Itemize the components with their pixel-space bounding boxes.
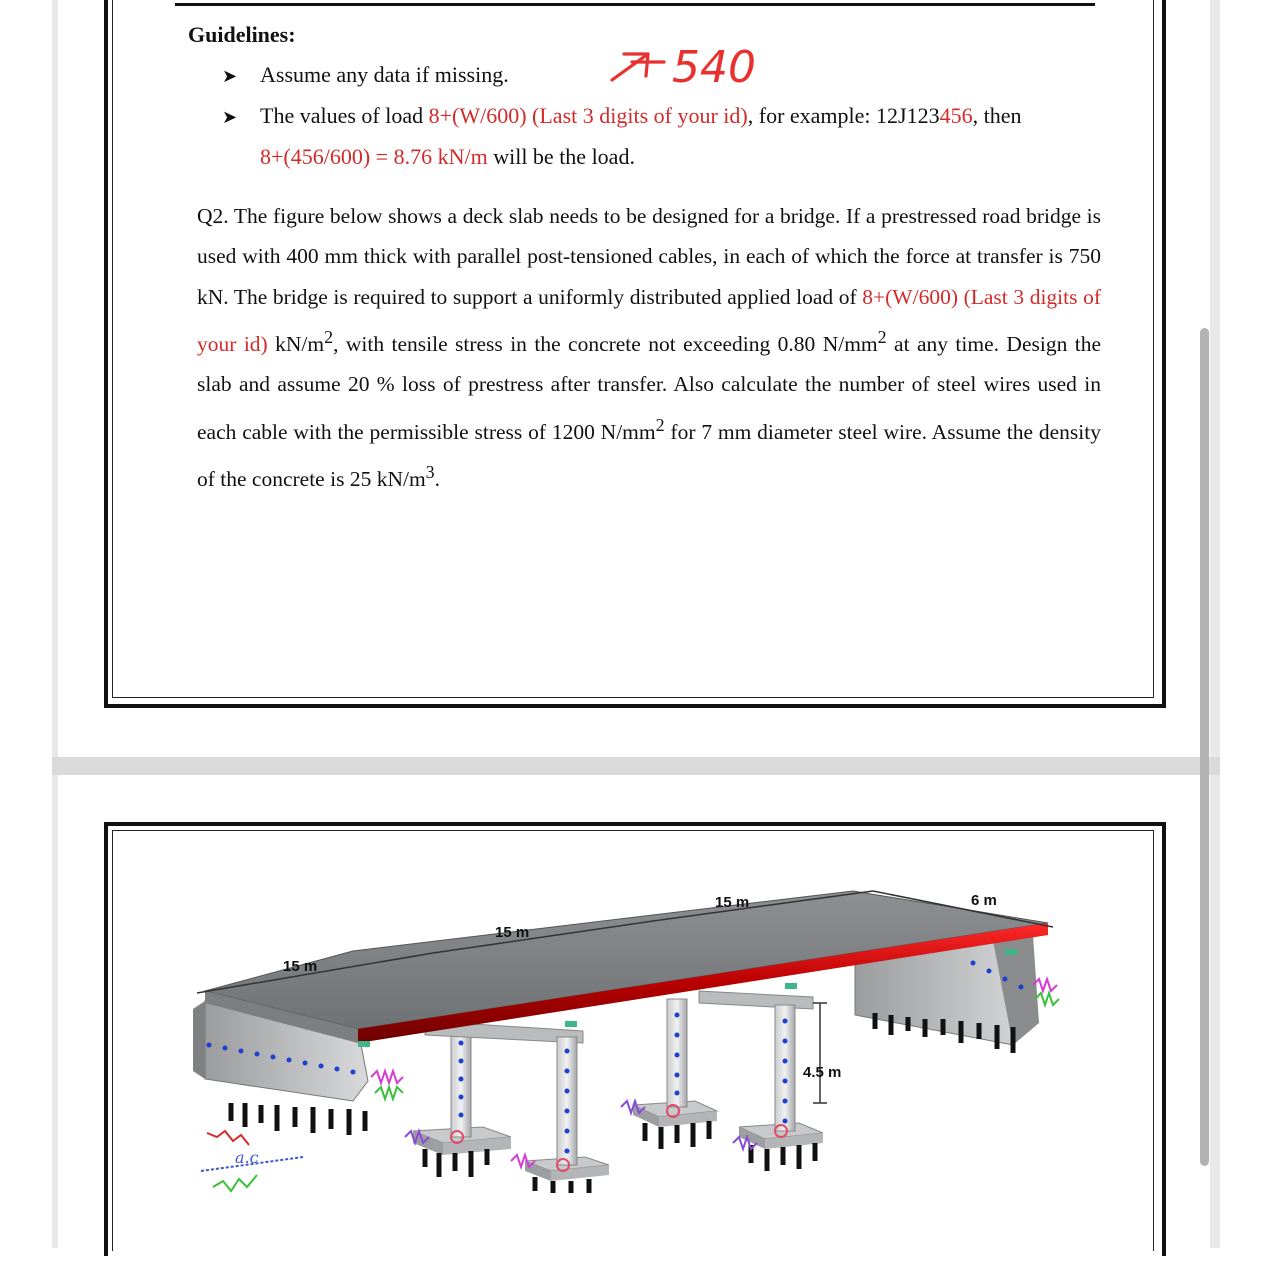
superscript-3: 3 [425,462,435,483]
ground-motion-label: a.c [235,1148,259,1167]
question-load-formula: 8+(W/600) (Last 3 digits of your id) [197,284,1101,357]
question-paragraph [197,196,1101,500]
span-label-2: 15 m [495,924,530,941]
span-label-1: 15 m [283,958,318,975]
question-text-1: Q2. The figure below shows a deck slab needs to be designed for a bridge. If a prestressed road bridge is used with 400 mm thick with parallel post-tensioned cables, in each of which the force at transfer is 750 kN. The bridge is required to support a uniformly distributed applied load of [197,204,1101,309]
guideline-item-2-cont [260,144,635,170]
handwritten-arrow-icon [612,54,664,80]
arrow-bullet-icon: ➤ [222,66,238,87]
example-load-calc: 8+(456/600) = 8.76 kN/m [260,144,488,169]
question-text-2: kN/m [267,332,325,357]
example-id-text: , for example: 12J123 [747,103,940,128]
handwritten-number: 540 [672,42,756,92]
page-separator [52,757,1220,775]
ground-motion-scribble [201,1131,303,1191]
span-label-4: 6 m [971,892,997,909]
question-text-5: for 7 mm diameter steel wire. Assume the density of the concrete is 25 kN/m [197,419,1101,492]
guidelines-heading: Guidelines: [188,22,296,47]
guideline-text-1: Assume any data if missing. [260,62,509,87]
arrow-bullet-icon: ➤ [222,107,238,128]
question-text-3: , with tensile stress in the concrete not exceeding 0.80 N/mm [333,332,878,357]
superscript-2: 2 [324,326,334,347]
example-id-digits: 456 [939,103,973,128]
vertical-scrollbar[interactable] [1200,328,1209,1166]
superscript-2: 2 [877,326,887,347]
pier-height-label: 4.5 m [803,1064,842,1081]
handwritten-annotation [606,38,766,92]
pier-footings [413,1101,823,1181]
question-text-4: at any time. Design the slab and assume 20 % loss of prestress after transfer. Also calculate the number of steel wires used in each cable with the permissible stress of 1200 N/mm [197,332,1102,444]
guideline-item-1 [222,62,509,88]
question-text-6: . [434,467,440,492]
bridge-figure [113,831,1151,1246]
guideline-item-2 [222,103,1022,129]
guideline-text-2b: , then [972,103,1022,128]
superscript-2: 2 [655,414,665,435]
guideline-text-2c: will be the load. [487,144,635,169]
span-label-3: 15 m [715,894,750,911]
left-piles [231,1103,365,1135]
guideline-text-2a: The values of load [260,103,429,128]
load-formula: 8+(W/600) (Last 3 digits of your id) [428,103,748,128]
